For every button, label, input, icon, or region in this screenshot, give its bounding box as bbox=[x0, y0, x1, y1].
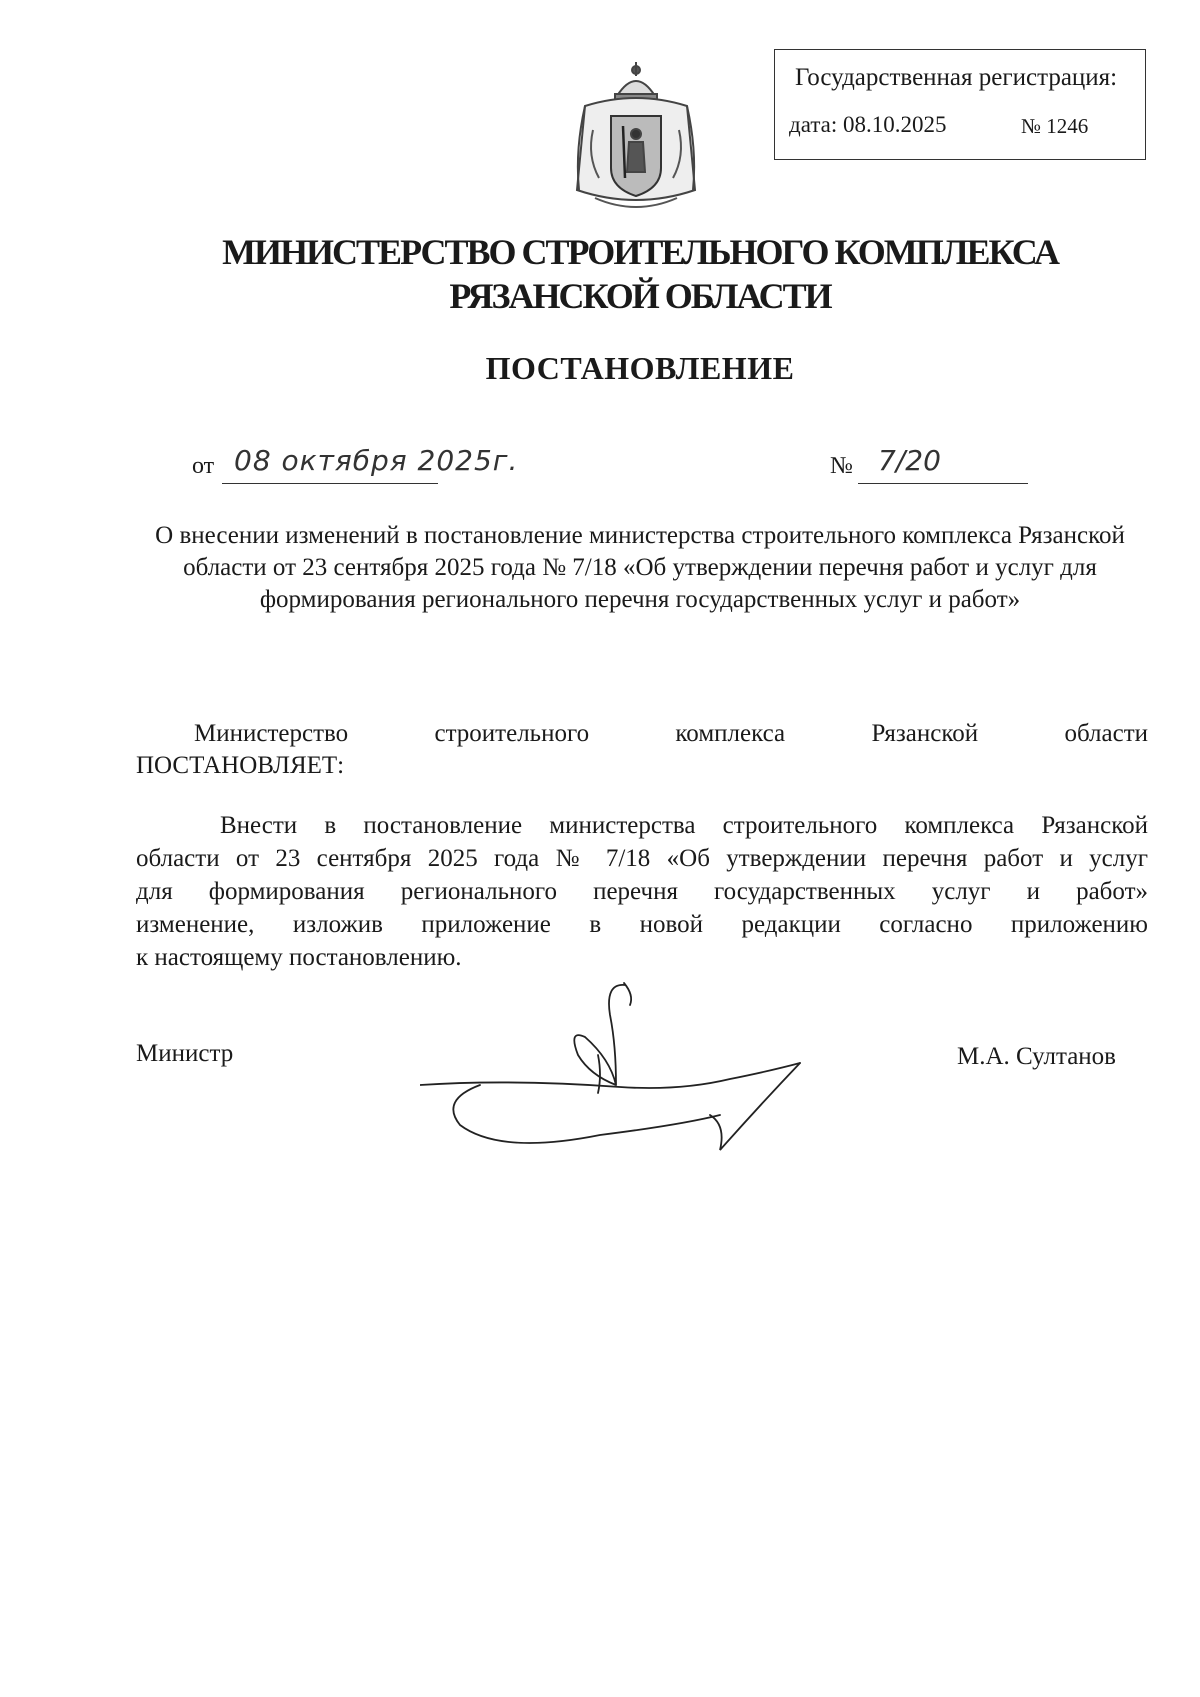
number-label: № bbox=[830, 453, 853, 479]
handwritten-date: 08 октября 2025г. bbox=[234, 444, 519, 477]
document-type-title: ПОСТАНОВЛЕНИЕ bbox=[485, 350, 795, 386]
ministry-name-line-2: РЯЗАНСКОЙ ОБЛАСТИ bbox=[449, 276, 831, 316]
signer-name: М.А. Султанов bbox=[957, 1043, 1116, 1070]
body-line-5: к настоящему постановлению. bbox=[136, 944, 462, 971]
coat-of-arms-icon bbox=[565, 60, 707, 220]
registration-number: № 1246 bbox=[1021, 114, 1089, 138]
body-line-1: Внести в постановление министерства строительного комплекса Рязанской bbox=[220, 812, 1148, 839]
registration-title: Государственная регистрация: bbox=[795, 64, 1118, 91]
preamble-word: строительного bbox=[434, 720, 590, 747]
handwritten-signature bbox=[420, 975, 810, 1165]
preamble-word: Рязанской bbox=[871, 720, 979, 747]
handwritten-number: 7/20 bbox=[878, 444, 941, 477]
from-label: от bbox=[192, 453, 215, 479]
preamble-line-2: ПОСТАНОВЛЯЕТ: bbox=[136, 752, 345, 779]
date-underline bbox=[222, 483, 438, 484]
ministry-name-line-1: МИНИСТЕРСТВО СТРОИТЕЛЬНОГО КОМПЛЕКСА bbox=[222, 232, 1058, 272]
registration-box bbox=[774, 49, 1146, 160]
body-line-2: области от 23 сентября 2025 года № 7/18 «Об утверждении перечня работ и услуг bbox=[136, 845, 1148, 872]
body-line-4: изменение, изложив приложение в новой редакции согласно приложению bbox=[136, 911, 1148, 938]
preamble-word: Министерство bbox=[194, 720, 349, 747]
number-underline bbox=[858, 483, 1028, 484]
body-line-3: для формирования регионального перечня государственных услуг и работ» bbox=[136, 878, 1148, 905]
preamble-word: области bbox=[1064, 720, 1149, 747]
preamble-line-1 bbox=[136, 718, 1148, 750]
document-subject: О внесении изменений в постановление министерства строительного комплекса Рязанской области от 23 сентября 2025 года № 7/18 «Об утверждении перечня работ и услуг для формирования регионального перечня государственных услуг и работ» bbox=[155, 522, 1125, 613]
preamble-word: комплекса bbox=[675, 720, 786, 747]
signer-role: Министр bbox=[136, 1040, 234, 1067]
registration-date: дата: 08.10.2025 bbox=[789, 112, 947, 137]
